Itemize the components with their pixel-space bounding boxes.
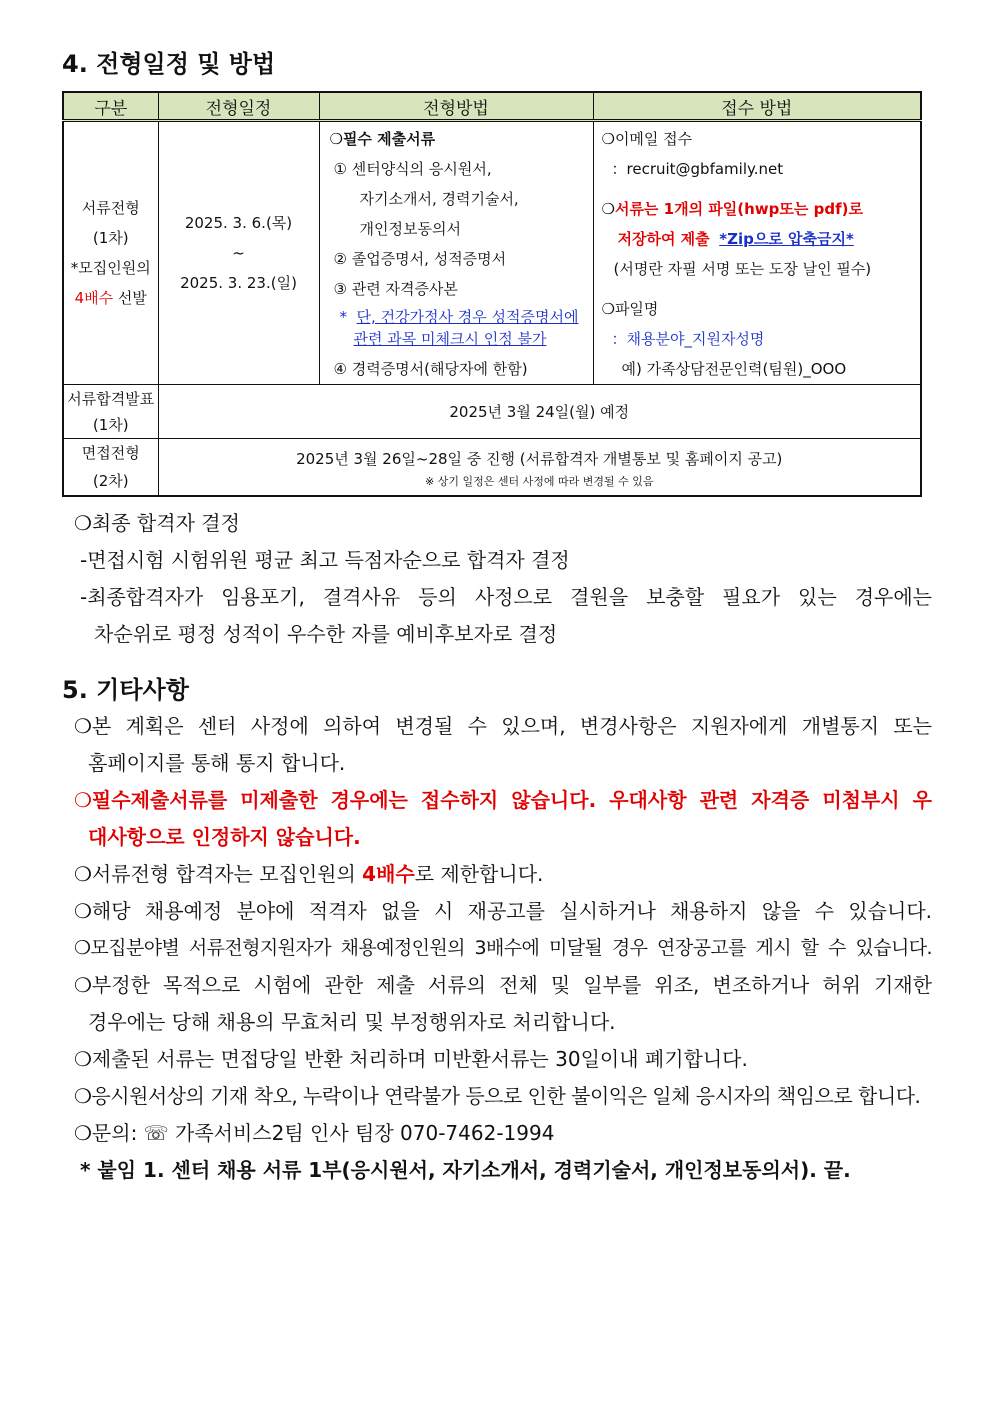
cat-line [64,283,158,313]
row3-note: ※ 상기 일정은 센터 사정에 따라 변경될 수 있음 [425,475,654,488]
note-item: ❍필수제출서류를 미제출한 경우에는 접수하지 않습니다. 우대사항 관련 자격증 미첨부시 우 [74,788,932,812]
note-item: ❍제출된 서류는 면접당일 반환 처리하며 미반환서류는 30일이내 폐기합니다. [74,1047,748,1071]
header-method: 전형방법 [319,92,593,121]
table-row [63,439,921,497]
attachment-line: * 붙임 1. 센터 채용 서류 1부(응시원서, 자기소개서, 경력기술서, 개인정보동의서). 끝. [80,1158,851,1182]
schedule-start: 2025. 3. 6.(목) [184,214,293,232]
schedule-table [62,91,922,497]
cat-line: (1차) [92,229,129,247]
method-item: ③ 관련 자격증사본 [333,280,458,298]
row2-text: 2025년 3월 24일(월) 예정 [158,385,921,439]
cat-line: 서류합격발표 [67,389,155,408]
notes-block [74,708,932,1189]
method-item: ② 졸업증명서, 성적증명서 [333,250,507,268]
table-row [63,385,921,439]
final-line: 차순위로 평정 성적이 우수한 자를 예비후보자로 결정 [94,622,558,646]
final-decision-block [74,505,932,653]
schedule-tilde: ~ [232,244,245,262]
schedule-end: 2025. 3. 23.(일) [180,274,297,292]
table-header-row [63,92,921,121]
row1-method [319,121,593,385]
section-4-title: 4. 전형일정 및 방법 [62,50,276,78]
file-rule-line2 [602,224,917,254]
note-item: ❍부정한 목적으로 시험에 관한 제출 서류의 전체 및 일부를 위조, 변조하거나 허위 기재한 [74,973,932,997]
file-rule-line1 [602,194,917,224]
row3-text: 2025년 3월 26일~28일 중 진행 (서류합격자 개별통보 및 홈페이지 공고) [296,450,783,468]
final-heading: ❍최종 합격자 결정 [74,511,240,535]
note-item: ❍해당 채용예정 분야에 적격자 없을 시 재공고를 실시하거나 채용하지 않을 수 있습니다. [74,899,932,923]
note-line: 관련 과목 미체크시 인정 불가 [353,330,547,348]
cat-red-text: 4배수 [74,289,114,307]
method-item: ① 센터양식의 응시원서, [333,160,492,178]
row1-receive [593,121,921,385]
note-star: * [339,308,347,326]
cat-line: (2차) [92,472,129,490]
zip-warning: *Zip으로 압축금지* [719,230,854,248]
note-item: ❍본 계획은 센터 사정에 의하여 변경될 수 있으며, 변경사항은 지원자에게 개별통지 또는 [74,714,932,738]
section-5-title: 5. 기타사항 [62,676,189,704]
row1-schedule [158,121,319,385]
file-rule-text: 저장하여 제출 [617,230,710,248]
cat-line: 서류전형 [81,199,140,217]
row1-category [63,121,158,385]
bullet: ❍ [601,200,615,218]
filename-heading: ❍파일명 [601,300,659,318]
note-text: 로 제한합니다. [414,862,544,886]
method-note [330,306,587,350]
filename-rule: ：채용분야_지원자성명 [611,330,765,348]
note-item: 홈페이지를 통해 통지 합니다. [88,751,346,775]
file-rule-text: 서류는 1개의 파일(hwp또는 pdf)로 [614,200,863,218]
note-item [74,856,932,893]
note-item: ❍응시원서상의 기재 착오, 누락이나 연락불가 등으로 인한 불이익은 일체 응시자의 책임으로 합니다. [74,1084,921,1108]
table-row [63,121,921,385]
method-item: 개인정보동의서 [359,220,461,238]
header-receive: 접수 방법 [593,92,921,121]
note-item: ❍모집분야별 서류전형지원자가 채용예정인원의 3배수에 미달될 경우 연장공고를 게시 할 수 있습니다. [74,937,932,959]
email-address: ：recruit@gbfamily.net [611,160,784,178]
note-item: 대사항으로 인정하지 않습니다. [88,825,361,849]
cat-line: 면접전형 [81,444,140,462]
note-red-text: 4배수 [362,862,415,886]
cat-rest-text: 선발 [113,289,147,307]
row3-content [158,439,921,497]
filename-example: 예) 가족상담전문인력(팀원)_OOO [621,360,847,378]
cat-line: *모집인원의 [70,259,151,277]
note-text: ❍서류전형 합격자는 모집인원의 [74,862,363,886]
note-line: 단, 건강가정사 경우 성적증명서에 [356,308,579,326]
header-schedule: 전형일정 [158,92,319,121]
sign-note: (서명란 자필 서명 또는 도장 날인 필수) [613,260,872,278]
contact-line: ❍문의: ☏ 가족서비스2팀 인사 팀장 070-7462-1994 [74,1121,555,1145]
method-item: ④ 경력증명서(해당자에 한함) [333,360,528,378]
row3-category [63,439,158,497]
method-item: 자기소개서, 경력기술서, [359,190,519,208]
final-line: -최종합격자가 임용포기, 결격사유 등의 사정으로 결원을 보충할 필요가 있는 경우에는 [80,585,932,609]
email-heading: ❍이메일 접수 [601,130,693,148]
note-item: 경우에는 당해 채용의 무효처리 및 부정행위자로 처리합니다. [88,1010,616,1034]
cat-line: (1차) [92,415,129,434]
header-category: 구분 [63,92,158,121]
method-heading: ❍필수 제출서류 [329,130,436,148]
row2-category [63,385,158,439]
final-line: -면접시험 시험위원 평균 최고 득점자순으로 합격자 결정 [80,548,570,572]
